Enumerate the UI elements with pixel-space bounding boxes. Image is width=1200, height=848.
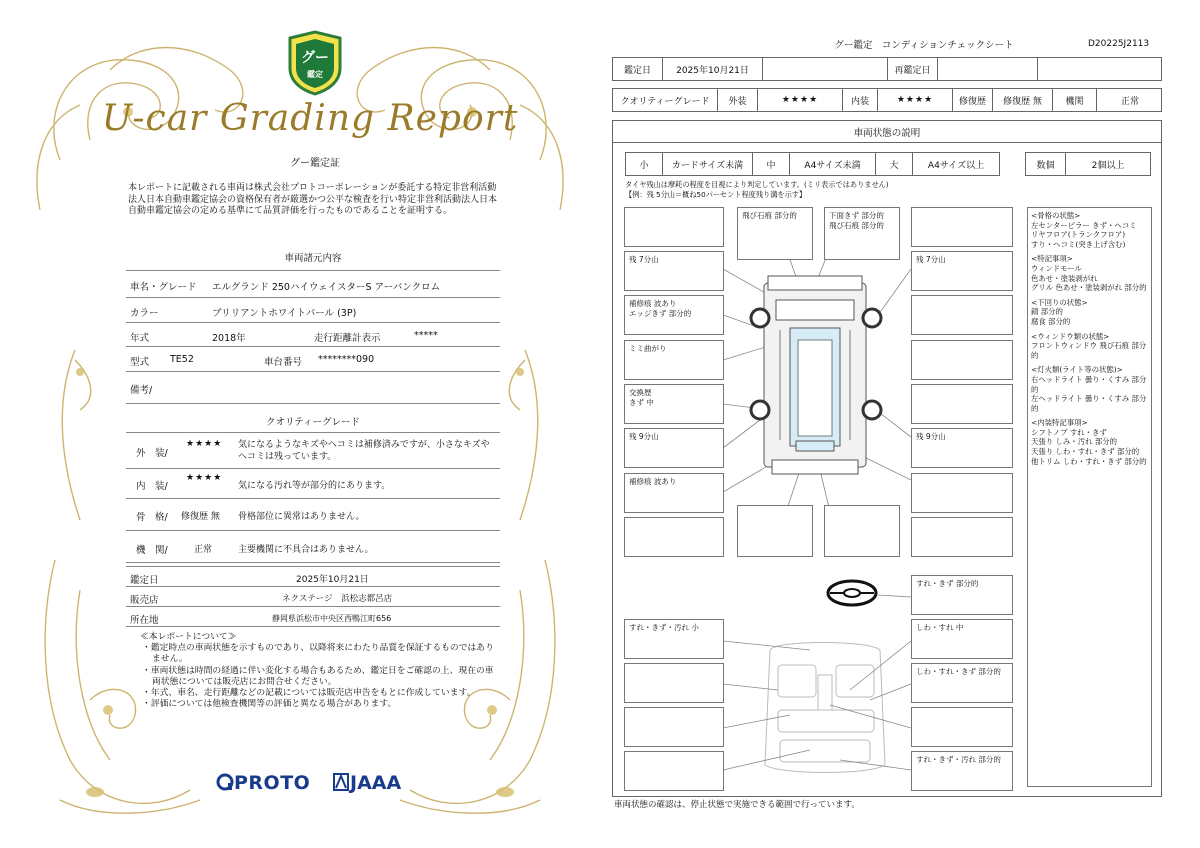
frame-label: 骨 格/: [136, 512, 168, 523]
row-interior: [126, 469, 500, 499]
car-top-view: [751, 276, 881, 474]
legend-lights: <灯火類(ライト等の状態)> 右ヘッドライト 曇り・くすみ 部分的 左ヘッドライト 曇り・くすみ 部分的: [1031, 365, 1147, 413]
ext-box: [624, 517, 724, 557]
report-script-title: U-car Grading Report: [101, 98, 519, 139]
engine-value: 正常: [194, 545, 213, 555]
int-box: しわ・すれ・きず 部分的: [911, 663, 1013, 703]
sheet-title: グー鑑定 コンディションチェックシート: [834, 40, 1014, 51]
status-title: 車両状態の説明: [613, 121, 1161, 143]
ext-box: [911, 384, 1013, 424]
condition-legend: [1027, 207, 1152, 787]
mileage-value: *****: [414, 330, 438, 341]
svg-text:グー: グー: [301, 50, 329, 66]
engine-value: 正常: [1120, 96, 1139, 107]
row-model-chassis: [126, 347, 500, 372]
int-box: [624, 751, 724, 791]
proto-mark-icon: [216, 773, 234, 791]
int-stars: ★★★★: [878, 89, 953, 111]
name-label: 車名・グレード: [130, 282, 197, 293]
grade-section-title: クオリティーグレード: [265, 417, 361, 428]
name-value: エルグランド 250ハイウェイスターS アーバンクロム: [212, 282, 441, 293]
shop-value: ネクステージ 浜松志都呂店: [282, 594, 393, 604]
legend-windows: <ウィンドウ類の状態> フロントウィンドウ 飛び石痕 部分的: [1031, 331, 1147, 360]
year-value: 2018年: [212, 333, 246, 344]
frame-value: 修復歴 無: [181, 512, 220, 522]
exterior-comment: 気になるようなキズやヘコミは補修済みですが、小さなキズやヘコミは残っています。: [238, 440, 490, 462]
size-mid: 中: [753, 153, 790, 175]
re-date-label: 再鑑定日: [888, 58, 938, 80]
date-label: 鑑定日: [130, 575, 159, 586]
row-shop: [126, 587, 500, 607]
ext-box: [737, 505, 813, 557]
ext-box: [911, 207, 1013, 247]
model-value: TE52: [170, 354, 194, 365]
chassis-label: 車台番号: [264, 357, 303, 368]
size-mid-desc: A4サイズ未満: [790, 153, 876, 175]
engine-label: 機関: [1053, 89, 1097, 111]
qg-label: クオリティーグレード: [613, 89, 718, 111]
svg-text:鑑定: 鑑定: [307, 70, 323, 79]
int-box: すれ・きず・汚れ 部分的: [911, 751, 1013, 791]
steering-wheel-icon: [828, 581, 876, 605]
jaaa-mark-icon: [332, 772, 350, 792]
ext-box: [911, 473, 1013, 513]
row-frame: [126, 499, 500, 531]
note-item: ・鑑定時点の車両状態を示すものであり、以降将来にわたり品質を保証するものではありません。: [142, 643, 494, 665]
legend-frame: <骨格の状態> 左センターピラー きず・ヘコミ リヤフロア(トランクフロア) すり・ヘコミ(突き上げ含む): [1031, 211, 1137, 249]
ext-box: ミミ曲がり: [624, 340, 724, 380]
row-date: [126, 567, 500, 587]
goo-appraisal-badge: [286, 30, 344, 96]
size-large: 大: [876, 153, 913, 175]
date-label: 鑑定日: [613, 58, 663, 80]
row-year-mileage: [126, 323, 500, 347]
mileage-label: 走行距離計表示: [314, 333, 381, 344]
exterior-label: 外 装/: [136, 448, 168, 459]
engine-label: 機 関/: [136, 545, 168, 556]
ext-box: [911, 295, 1013, 335]
ext-stars: ★★★★: [758, 89, 843, 111]
ext-box: [911, 517, 1013, 557]
row-color: [126, 298, 500, 323]
engine-comment: 主要機関に不具合はありません。: [238, 545, 374, 555]
color-label: カラー: [130, 308, 159, 319]
date-value: 2025年10月21日: [296, 575, 369, 585]
interior-label: 内 装/: [136, 481, 168, 492]
wheel-icon: [863, 401, 881, 419]
note-item: ・評価については他検査機関等の評価と異なる場合があります。: [142, 699, 397, 710]
count-desc: 2個以上: [1091, 160, 1125, 171]
repair-label: 修復歴: [953, 89, 993, 111]
legend-underbody: <下回りの状態> 錆 部分的 腐食 部分的: [1031, 297, 1088, 326]
note-item: ・車両状態は時間の経過に伴い変化する場合もあるため、鑑定日をご確認の上、現在の車両状態については販売店にお問合せください。: [142, 665, 494, 687]
notes-title: ≪本レポートについて≫: [140, 632, 237, 642]
condition-check-sheet: [600, 0, 1200, 848]
size-small: 小: [626, 153, 663, 175]
wheel-icon: [863, 309, 881, 327]
row-exterior: [126, 433, 500, 469]
shield-icon: [286, 30, 344, 96]
ext-box-front-left: 飛び石痕 部分的: [737, 207, 813, 260]
model-label: 型式: [130, 357, 150, 368]
row-address: [126, 607, 500, 627]
note-item: ・年式、車名、走行距離などの記載については販売店申告をもとに作成しています。: [142, 688, 476, 699]
int-box: すれ・きず 部分的: [911, 575, 1013, 615]
year-label: 年式: [130, 333, 150, 344]
frame-comment: 骨格部位に異常はありません。: [238, 512, 365, 522]
chassis-value: ********090: [318, 354, 375, 365]
ext-box: 残 9分山: [911, 428, 1013, 468]
remarks-label: 備考/: [130, 385, 153, 396]
spec-section-title: 車両諸元内容: [284, 253, 342, 264]
exterior-stars: ★★★★: [186, 439, 223, 449]
interior-comment: 気になる汚れ等が部分的にあります。: [238, 481, 391, 491]
ext-box-front-right: 下面きず 部分的 飛び石痕 部分的: [824, 207, 900, 260]
interior-stars: ★★★★: [186, 473, 223, 483]
ext-box: 残 7分山: [911, 251, 1013, 291]
count-label: 数個: [1026, 153, 1066, 175]
date-value: 2025年10月21日: [663, 58, 763, 80]
int-box: [624, 707, 724, 747]
ext-box: 交換歴 きず 中: [624, 384, 724, 424]
legend-interior: <内装特記事項> シフトノブ すれ・きず 天張り しみ・汚れ 部分的 天張り しわ・すれ・きず 部分的 他トリム しわ・すれ・きず 部分的: [1031, 418, 1147, 466]
int-label: 内装: [843, 89, 878, 111]
jaaa-logo: JAAA: [332, 772, 401, 794]
sheet-footer: 車両状態の確認は、停止状態で実施できる範囲で行っています。: [614, 800, 860, 810]
size-large-desc: A4サイズ以上: [927, 160, 985, 171]
row-engine: [126, 531, 500, 563]
ext-box: [624, 207, 724, 247]
color-value: ブリリアントホワイトパール (3P): [212, 308, 357, 319]
int-box: [624, 663, 724, 703]
row-name-grade: [126, 271, 500, 298]
ext-box: 残 9分山: [624, 428, 724, 468]
wheel-icon: [751, 401, 769, 419]
address-label: 所在地: [130, 615, 159, 626]
shop-label: 販売店: [130, 595, 159, 606]
ext-box: [824, 505, 900, 557]
int-box: [911, 707, 1013, 747]
ext-label: 外装: [718, 89, 758, 111]
report-notes: [140, 632, 500, 710]
proto-logo: PROTO: [216, 772, 310, 794]
legend-special: <特記事項> ウィンドモール 色あせ・塗装剥がれ グリル 色あせ・塗装剥がれ 部分的: [1031, 254, 1147, 293]
ext-box: [911, 340, 1013, 380]
int-box: しわ・すれ 中: [911, 619, 1013, 659]
doc-id: D20225J2113: [1088, 39, 1150, 49]
repair-value: 修復歴 無: [993, 89, 1053, 111]
certificate-intro: 本レポートに記載される車両は株式会社プロトコーポレーションが委託する特定非営利活動法人日本自動車鑑定協会の資格保有者が厳選かつ公平な検査を行い特定非営利活動法人日本自動車鑑定協会の定める基準にて品質評価を行ったものであることを証明する。: [128, 183, 498, 216]
address-value: 静岡県浜松市中央区西鴨江町656: [272, 614, 392, 623]
row-remarks: [126, 372, 500, 404]
interior-top-view: [765, 643, 885, 773]
size-small-desc: カードサイズ未満: [663, 153, 753, 175]
ext-box: 補修痕 波あり エッジきず 部分的: [624, 295, 724, 335]
ext-box: 残 7分山: [624, 251, 724, 291]
certificate-title: グー鑑定証: [290, 158, 340, 169]
ext-box: 補修痕 波あり: [624, 473, 724, 513]
wheel-icon: [751, 309, 769, 327]
int-box: すれ・きず・汚れ 小: [624, 619, 724, 659]
tire-note: タイヤ残山は摩耗の程度を目視により判定しています。(ミリ表示ではありません) 【例：残 5分山＝概ね50パーセント程度残り溝を示す】: [625, 180, 889, 199]
